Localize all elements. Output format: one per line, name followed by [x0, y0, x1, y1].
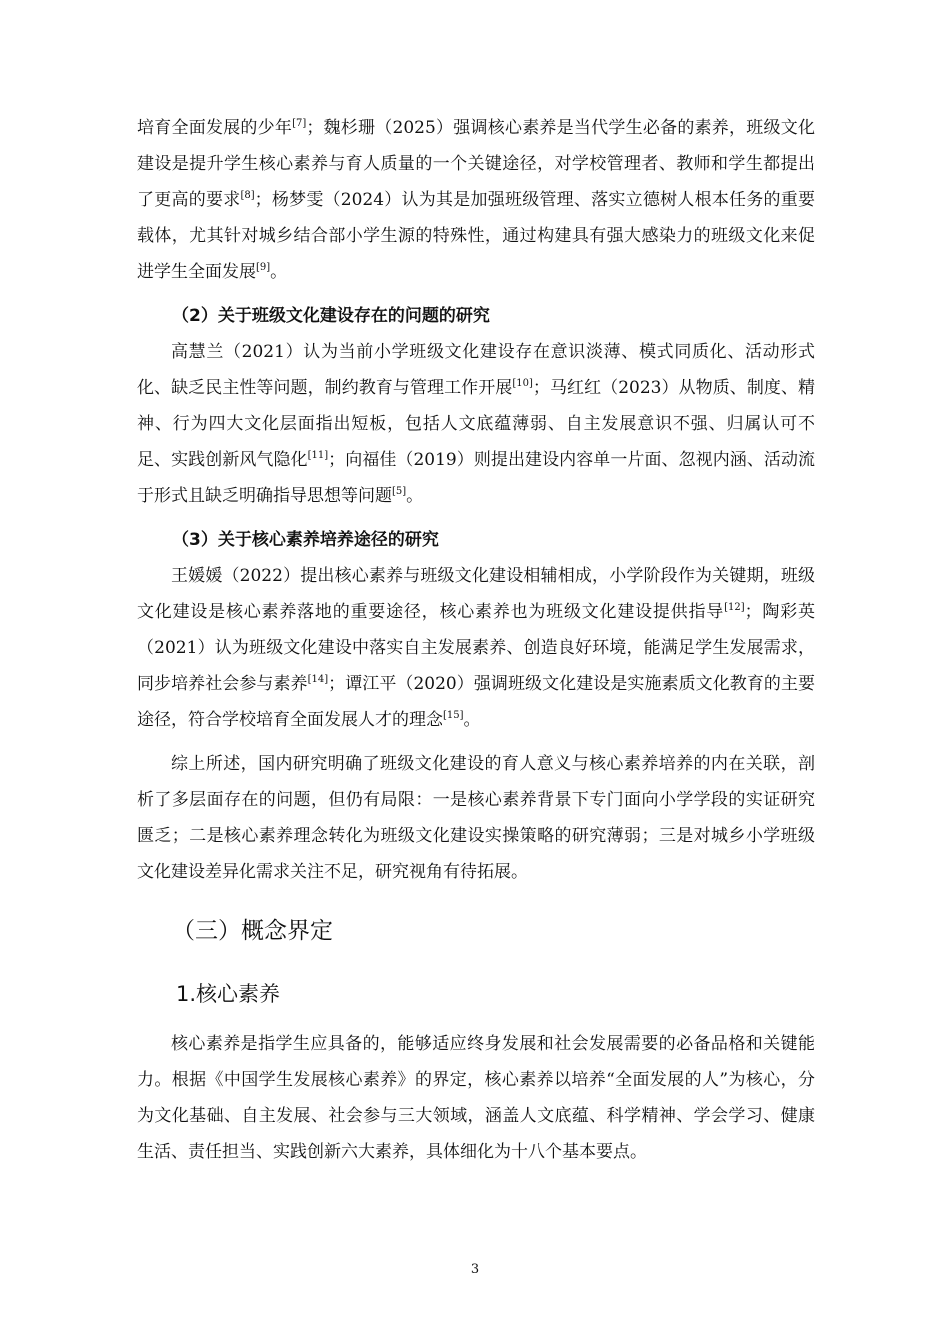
- text-run: 高慧兰（2021）认为当前小学班级文化建设存在意识淡薄、模式同质化、活动形式化、缺乏民主性等问题，制约教育与管理工作开展: [137, 342, 815, 398]
- section-heading-concepts: （三）概念界定: [172, 918, 333, 944]
- paragraph-summary: 综上所述，国内研究明确了班级文化建设的育人意义与核心素养培养的内在关联，剖析了多层面存在的问题，但仍有局限：一是核心素养背景下专门面向小学学段的实证研究匮乏；二是核心素养理念转化为班级文化建设实操策略的研究薄弱；三是对城乡小学班级文化建设差异化需求关注不足，研究视角有待拓展。: [137, 754, 815, 882]
- citation: [7]: [292, 118, 307, 129]
- citation: [10]: [512, 378, 533, 389]
- text-run: 培育全面发展的少年: [137, 118, 293, 138]
- text-run: ；陶彩英（2021）认为班级文化建设中落实自主发展素养、创造良好环境，能满足学生发展需求，同步培养社会参与素养: [137, 602, 816, 694]
- subheading-problems: （2）关于班级文化建设存在的问题的研究: [172, 306, 490, 326]
- text-run: ；魏杉珊（2025）强调核心素养是当代学生必备的素养，班级文化建设是提升学生核心素养与育人质量的一个关键途径，对学校管理者、教师和学生都提出了更高的要求: [137, 118, 815, 210]
- paragraph-paths: [137, 558, 815, 738]
- citation: [14]: [307, 674, 329, 685]
- page-number: 3: [470, 1262, 480, 1277]
- citation: [11]: [307, 450, 329, 461]
- text-run: 。: [406, 486, 424, 506]
- subsection-heading-core-literacy: 1.核心素养: [176, 982, 281, 1006]
- text-run: ；杨梦雯（2024）认为其是加强班级管理、落实立德树人根本任务的重要载体，尤其针对城乡结合部小学生源的特殊性，通过构建具有强大感染力的班级文化来促进学生全面发展: [137, 190, 816, 282]
- paragraph-core-literacy: 核心素养是指学生应具备的，能够适应终身发展和社会发展需要的必备品格和关键能力。根据《中国学生发展核心素养》的界定，核心素养以培养“全面发展的人”为核心，分为文化基础、自主发展、社会参与三大领域，涵盖人文底蕴、科学精神、学会学习、健康生活、责任担当、实践创新六大素养，具体细化为十八个基本要点。: [137, 1034, 815, 1162]
- citation: [9]: [256, 262, 271, 273]
- text-run: ；谭江平（2020）强调班级文化建设是实施素质文化教育的主要途径，符合学校培育全面发展人才的理念: [137, 674, 816, 730]
- citation: [12]: [724, 602, 745, 613]
- text-run: ；马红红（2023）从物质、制度、精神、行为四大文化层面指出短板，包括人文底蕴薄弱、自主发展意识不强、归属认可不足、实践创新风气隐化: [137, 378, 816, 470]
- citation: [5]: [392, 486, 407, 497]
- citation: [15]: [443, 710, 464, 721]
- paragraph-problems: [137, 334, 815, 514]
- subheading-paths: （3）关于核心素养培养途径的研究: [172, 530, 439, 550]
- text-run: 王媛媛（2022）提出核心素养与班级文化建设相辅相成，小学阶段作为关键期，班级文化建设是核心素养落地的重要途径，核心素养也为班级文化建设提供指导: [137, 566, 815, 622]
- citation: [8]: [240, 190, 255, 201]
- text-run: ；向福佳（2019）则提出建设内容单一片面、忽视内涵、活动流于形式且缺乏明确指导思想等问题: [137, 450, 816, 506]
- text-run: 。: [463, 710, 481, 730]
- text-run: 。: [270, 262, 288, 282]
- paragraph-significance: [137, 110, 815, 290]
